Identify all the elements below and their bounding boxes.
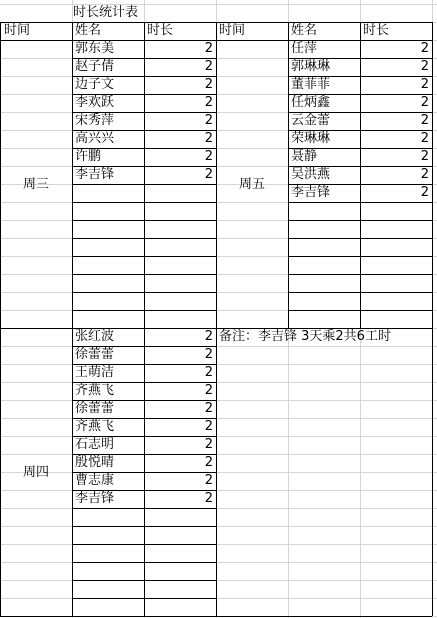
border-h	[72, 580, 216, 581]
border-h	[72, 220, 216, 221]
header-name-left: 姓名	[75, 23, 102, 38]
row-hours: 2	[420, 95, 429, 110]
border-h	[72, 310, 216, 311]
border-v	[0, 22, 1, 328]
border-h	[72, 256, 216, 257]
border-h	[72, 508, 216, 509]
gridline-h	[0, 364, 437, 365]
note-text: 备注：李吉锋 3天乘2共6工时	[219, 329, 391, 344]
gridline-h	[0, 418, 437, 419]
gridline-h	[0, 508, 437, 509]
row-hours: 2	[420, 131, 429, 146]
row-name: 张红波	[75, 329, 115, 344]
row-name: 任萍	[291, 41, 318, 56]
row-hours: 2	[204, 383, 213, 398]
header-time-left: 时间	[4, 23, 31, 38]
row-hours: 2	[420, 185, 429, 200]
row-name: 齐燕飞	[75, 383, 115, 398]
row-hours: 2	[204, 167, 213, 182]
border-h	[72, 544, 216, 545]
row-hours: 2	[204, 131, 213, 146]
row-hours: 2	[420, 41, 429, 56]
row-name: 董菲菲	[291, 77, 331, 92]
sheet-title: 时长统计表	[73, 5, 139, 20]
row-hours: 2	[204, 95, 213, 110]
row-hours: 2	[204, 77, 213, 92]
row-hours: 2	[204, 401, 213, 416]
row-hours: 2	[204, 347, 213, 362]
gridline-h	[0, 490, 437, 491]
border-h	[72, 274, 216, 275]
border-h	[72, 184, 216, 185]
gridline-h	[0, 346, 437, 347]
row-name: 宋秀萍	[75, 113, 115, 128]
header-name-right: 姓名	[291, 23, 318, 38]
row-name: 殷悦晴	[75, 455, 115, 470]
border-h	[288, 274, 432, 275]
row-name: 李吉锋	[291, 185, 331, 200]
row-name: 李欢跃	[75, 95, 115, 110]
row-name: 郭琳琳	[291, 59, 331, 74]
row-name: 荣琳琳	[291, 131, 331, 146]
row-name: 王萌洁	[75, 365, 115, 380]
row-hours: 2	[420, 149, 429, 164]
border-v	[216, 328, 217, 616]
gridline-h	[0, 454, 437, 455]
border-h	[72, 292, 216, 293]
border-v	[432, 22, 433, 328]
row-hours: 2	[204, 491, 213, 506]
border-h	[288, 310, 432, 311]
border-v	[216, 22, 217, 328]
row-hours: 2	[420, 77, 429, 92]
row-name: 许鹏	[75, 149, 102, 164]
border-h	[288, 202, 432, 203]
row-hours: 2	[204, 419, 213, 434]
gridline-h	[0, 526, 437, 527]
border-h	[72, 526, 216, 527]
row-name: 李吉锋	[75, 167, 115, 182]
row-hours: 2	[204, 149, 213, 164]
gridline-h	[0, 4, 437, 5]
border-h	[288, 256, 432, 257]
day-label-wednesday: 周三	[22, 177, 49, 192]
gridline-h	[0, 598, 437, 599]
gridline-h	[0, 400, 437, 401]
header-duration-right: 时长	[363, 23, 390, 38]
row-hours: 2	[204, 59, 213, 74]
row-hours: 2	[420, 167, 429, 182]
row-hours: 2	[204, 455, 213, 470]
gridline-h	[0, 562, 437, 563]
border-h	[72, 562, 216, 563]
row-name: 曹志康	[75, 473, 115, 488]
border-h	[72, 238, 216, 239]
row-hours: 2	[204, 437, 213, 452]
row-name: 云金蕾	[291, 113, 331, 128]
header-duration-left: 时长	[147, 23, 174, 38]
row-hours: 2	[204, 473, 213, 488]
row-name: 郭东美	[75, 41, 115, 56]
row-name: 吴洪燕	[291, 167, 331, 182]
row-name: 赵子倩	[75, 59, 115, 74]
border-h	[72, 598, 216, 599]
row-name: 高兴兴	[75, 131, 115, 146]
row-name: 徐蕾蕾	[75, 347, 115, 362]
day-label-friday: 周五	[238, 177, 265, 192]
row-name: 徐蕾蕾	[75, 401, 115, 416]
border-v	[432, 328, 433, 616]
day-label-thursday: 周四	[22, 465, 49, 480]
row-name: 齐燕飞	[75, 419, 115, 434]
border-h	[288, 220, 432, 221]
row-name: 任炳鑫	[291, 95, 331, 110]
header-time-right: 时间	[219, 23, 246, 38]
row-name: 石志明	[75, 437, 115, 452]
border-h	[0, 616, 432, 617]
row-hours: 2	[204, 365, 213, 380]
row-name: 李吉锋	[75, 491, 115, 506]
row-hours: 2	[204, 113, 213, 128]
row-name: 边子文	[75, 77, 115, 92]
gridline-h	[0, 544, 437, 545]
row-hours: 2	[204, 329, 213, 344]
gridline-h	[0, 580, 437, 581]
row-name: 聂静	[291, 149, 318, 164]
border-h	[288, 292, 432, 293]
border-v	[72, 22, 73, 328]
gridline-h	[0, 382, 437, 383]
border-h	[288, 238, 432, 239]
row-hours: 2	[420, 113, 429, 128]
row-hours: 2	[204, 41, 213, 56]
row-hours: 2	[420, 59, 429, 74]
gridline-h	[0, 436, 437, 437]
border-h	[72, 202, 216, 203]
border-v	[288, 22, 289, 328]
